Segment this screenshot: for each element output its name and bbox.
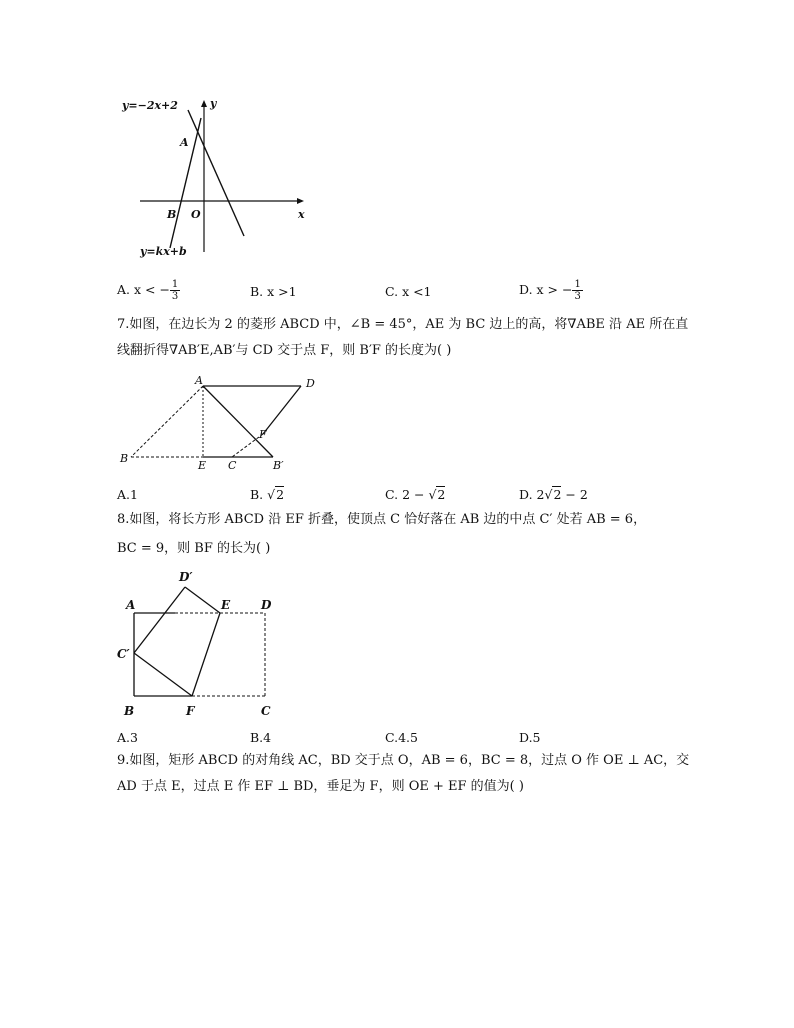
q7-text-line1: 7.如图，在边长为 2 的菱形 ABCD 中，∠B = 45°，AE 为 BC 边上的高，将∇ABE 沿 AE 所在直 xyxy=(117,317,689,332)
q6-option-a[interactable] xyxy=(117,279,180,302)
linear-functions-graph xyxy=(112,92,312,262)
segment-c-prime-f xyxy=(134,653,192,696)
label-c: C xyxy=(228,459,237,472)
label-f: F xyxy=(186,704,195,718)
segment-ab-prime xyxy=(203,386,273,457)
q8-option-b[interactable] xyxy=(250,730,271,745)
q9-text-line1: 9.如图，矩形 ABCD 的对角线 AC，BD 交于点 O，AB = 6，BC = 8，过点 O 作 OE ⊥ AC，交 xyxy=(117,753,690,768)
q8-option-d[interactable] xyxy=(519,730,541,745)
q8-option-a-text: A.3 xyxy=(117,730,138,745)
q6-option-a-fraction xyxy=(170,279,180,302)
label-point-o: O xyxy=(191,208,201,221)
q6-option-d[interactable] xyxy=(519,279,583,302)
q7-option-d[interactable]: D. 2√2 − 2 xyxy=(519,487,588,502)
label-a: A xyxy=(126,598,136,612)
q6-option-c-text: C. x <1 xyxy=(385,284,432,299)
q7-option-d-text: D. 2 xyxy=(519,487,545,502)
q6-d-numerator: 1 xyxy=(574,279,581,290)
label-b: B xyxy=(120,452,129,465)
q6-option-a-text: A. x < − xyxy=(117,282,170,297)
rectangle-fold-figure xyxy=(115,565,290,720)
q6-option-c[interactable] xyxy=(385,284,432,299)
label-y-axis: y xyxy=(210,97,217,110)
q7-option-b-radicand: 2 xyxy=(276,487,285,502)
label-point-b: B xyxy=(167,208,177,221)
label-a: A xyxy=(195,374,203,387)
q7-option-b-text: B. xyxy=(250,487,268,502)
q8-option-c-text: C.4.5 xyxy=(385,730,418,745)
q7-option-c-radicand: 2 xyxy=(437,487,446,502)
q6-option-b-text: B. x >1 xyxy=(250,284,297,299)
label-e: E xyxy=(198,459,207,472)
q6-option-d-text: D. x > − xyxy=(519,282,573,297)
label-x-axis: x xyxy=(298,208,305,221)
segment-ef xyxy=(192,613,220,696)
x-axis-arrow xyxy=(297,198,304,204)
q7-option-d-radicand: 2 xyxy=(553,487,562,502)
label-d-prime: D′ xyxy=(179,570,193,584)
q6-option-d-fraction xyxy=(572,279,582,302)
label-d: D xyxy=(306,377,315,390)
segment-d-prime-e xyxy=(185,587,220,613)
q8-text-line2: BC = 9，则 BF 的长为( ) xyxy=(117,541,271,556)
q8-option-c[interactable] xyxy=(385,730,418,745)
q7-option-a-text: A.1 xyxy=(117,487,138,502)
label-point-a: A xyxy=(180,136,189,149)
y-axis-arrow xyxy=(201,100,207,107)
label-b-prime: B′ xyxy=(273,459,284,472)
label-b: B xyxy=(124,704,135,718)
q8-option-d-text: D.5 xyxy=(519,730,541,745)
q9-text-line2: AD 于点 E，过点 E 作 EF ⊥ BD，垂足为 F，则 OE + EF 的值为( ) xyxy=(117,779,524,794)
q7-option-c[interactable]: C. 2 − √2 xyxy=(385,487,446,502)
q7-text-line2: 线翻折得∇AB′E,AB′与 CD 交于点 F，则 B′F 的长度为( ) xyxy=(117,343,452,358)
q6-a-numerator: 1 xyxy=(171,279,179,290)
segment-df xyxy=(263,386,301,434)
q7-option-c-text: C. 2 − xyxy=(385,487,429,502)
q8-text-line1: 8.如图，将长方形 ABCD 沿 EF 折叠，使顶点 C 恰好落在 AB 边的中点 C′ 处若 AB = 6， xyxy=(117,512,647,527)
q6-option-b[interactable] xyxy=(250,284,297,299)
q6-a-denominator: 3 xyxy=(171,291,179,302)
label-line1: y=−2x+2 xyxy=(122,99,178,112)
q8-option-b-text: B.4 xyxy=(250,730,272,745)
label-e: E xyxy=(221,598,231,612)
label-c-prime: C′ xyxy=(117,647,130,661)
label-c: C xyxy=(261,704,271,718)
label-line2: y=kx+b xyxy=(140,245,187,258)
q7-option-b[interactable]: B. √2 xyxy=(250,487,285,502)
q6-d-denominator: 3 xyxy=(574,291,581,302)
label-f: F xyxy=(259,428,267,441)
segment-ab xyxy=(131,386,203,457)
q7-option-a[interactable] xyxy=(117,487,138,502)
rhombus-fold-figure xyxy=(115,372,315,472)
label-d: D xyxy=(261,598,272,612)
q8-option-a[interactable] xyxy=(117,730,138,745)
segment-c-prime-d-prime xyxy=(134,587,185,653)
q7-option-d-suffix: − 2 xyxy=(561,487,588,502)
